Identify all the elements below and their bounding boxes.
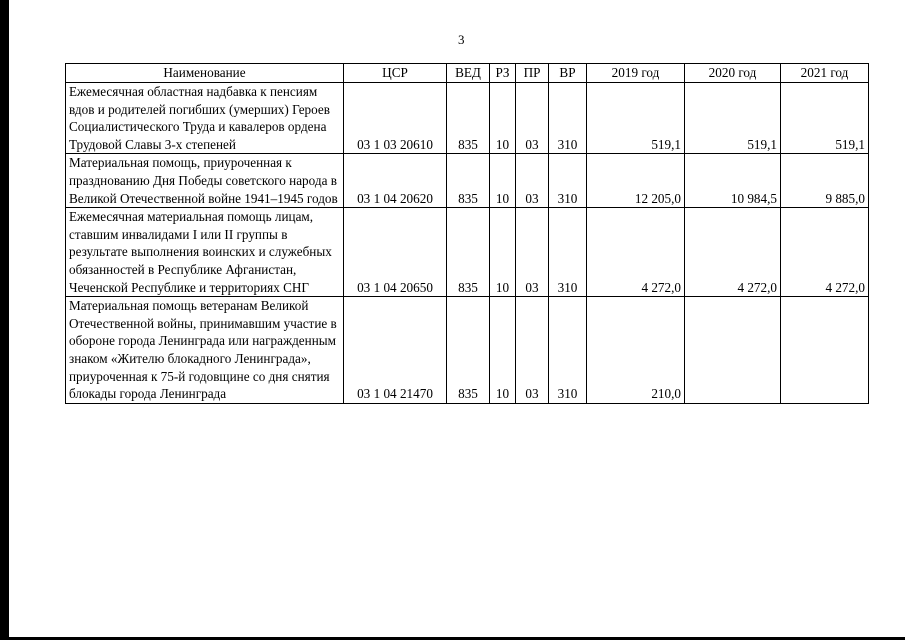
row-rz: 10 — [490, 83, 516, 154]
budget-table — [65, 63, 869, 404]
row-ved: 835 — [447, 154, 490, 208]
header-ved: ВЕД — [447, 64, 490, 83]
row-pr: 03 — [516, 154, 549, 208]
row-2019: 12 205,0 — [587, 154, 685, 208]
header-2021: 2021 год — [781, 64, 869, 83]
row-ved: 835 — [447, 83, 490, 154]
row-2019: 4 272,0 — [587, 208, 685, 297]
row-vr: 310 — [549, 208, 587, 297]
row-2021 — [781, 297, 869, 404]
row-name: Ежемесячная материальная помощь лицам, ставшим инвалидами I или II группы в результате выполнения воинских и служебных обязанностей в Республике Афганистан, Чеченской Республике и территориях СНГ — [66, 208, 344, 297]
row-2020: 10 984,5 — [685, 154, 781, 208]
row-name: Ежемесячная областная надбавка к пенсиям вдов и родителей погибших (умерших) Героев Социалистического Труда и кавалеров ордена Трудовой Славы 3-х степеней — [66, 83, 344, 154]
row-csr: 03 1 04 20620 — [344, 154, 447, 208]
row-csr: 03 1 03 20610 — [344, 83, 447, 154]
row-rz: 10 — [490, 297, 516, 404]
header-vr: ВР — [549, 64, 587, 83]
row-2020: 519,1 — [685, 83, 781, 154]
row-ved: 835 — [447, 297, 490, 404]
header-rz: РЗ — [490, 64, 516, 83]
row-2021: 4 272,0 — [781, 208, 869, 297]
row-vr: 310 — [549, 83, 587, 154]
table-row — [66, 297, 869, 404]
header-name: Наименование — [66, 64, 344, 83]
row-2020 — [685, 297, 781, 404]
row-csr: 03 1 04 20650 — [344, 208, 447, 297]
row-vr: 310 — [549, 154, 587, 208]
row-pr: 03 — [516, 83, 549, 154]
table-row — [66, 208, 869, 297]
header-2020: 2020 год — [685, 64, 781, 83]
header-row — [66, 64, 869, 83]
row-name: Материальная помощь ветеранам Великой Отечественной войны, принимавшим участие в обороне города Ленинграда или награжденным знаком «Жителю блокадного Ленинграда», приуроченная к 75-й годовщине со дня снятия блокады города Ленинграда — [66, 297, 344, 404]
row-ved: 835 — [447, 208, 490, 297]
row-rz: 10 — [490, 154, 516, 208]
scan-left-border — [0, 0, 9, 640]
row-2021: 519,1 — [781, 83, 869, 154]
row-name: Материальная помощь, приуроченная к празднованию Дня Победы советского народа в Великой Отечественной войне 1941–1945 годов — [66, 154, 344, 208]
header-pr: ПР — [516, 64, 549, 83]
row-2021: 9 885,0 — [781, 154, 869, 208]
header-csr: ЦСР — [344, 64, 447, 83]
row-vr: 310 — [549, 297, 587, 404]
row-rz: 10 — [490, 208, 516, 297]
row-2020: 4 272,0 — [685, 208, 781, 297]
row-2019: 210,0 — [587, 297, 685, 404]
table-row — [66, 154, 869, 208]
table-row — [66, 83, 869, 154]
page-number: 3 — [458, 32, 465, 47]
row-csr: 03 1 04 21470 — [344, 297, 447, 404]
row-pr: 03 — [516, 297, 549, 404]
row-pr: 03 — [516, 208, 549, 297]
row-2019: 519,1 — [587, 83, 685, 154]
header-2019: 2019 год — [587, 64, 685, 83]
